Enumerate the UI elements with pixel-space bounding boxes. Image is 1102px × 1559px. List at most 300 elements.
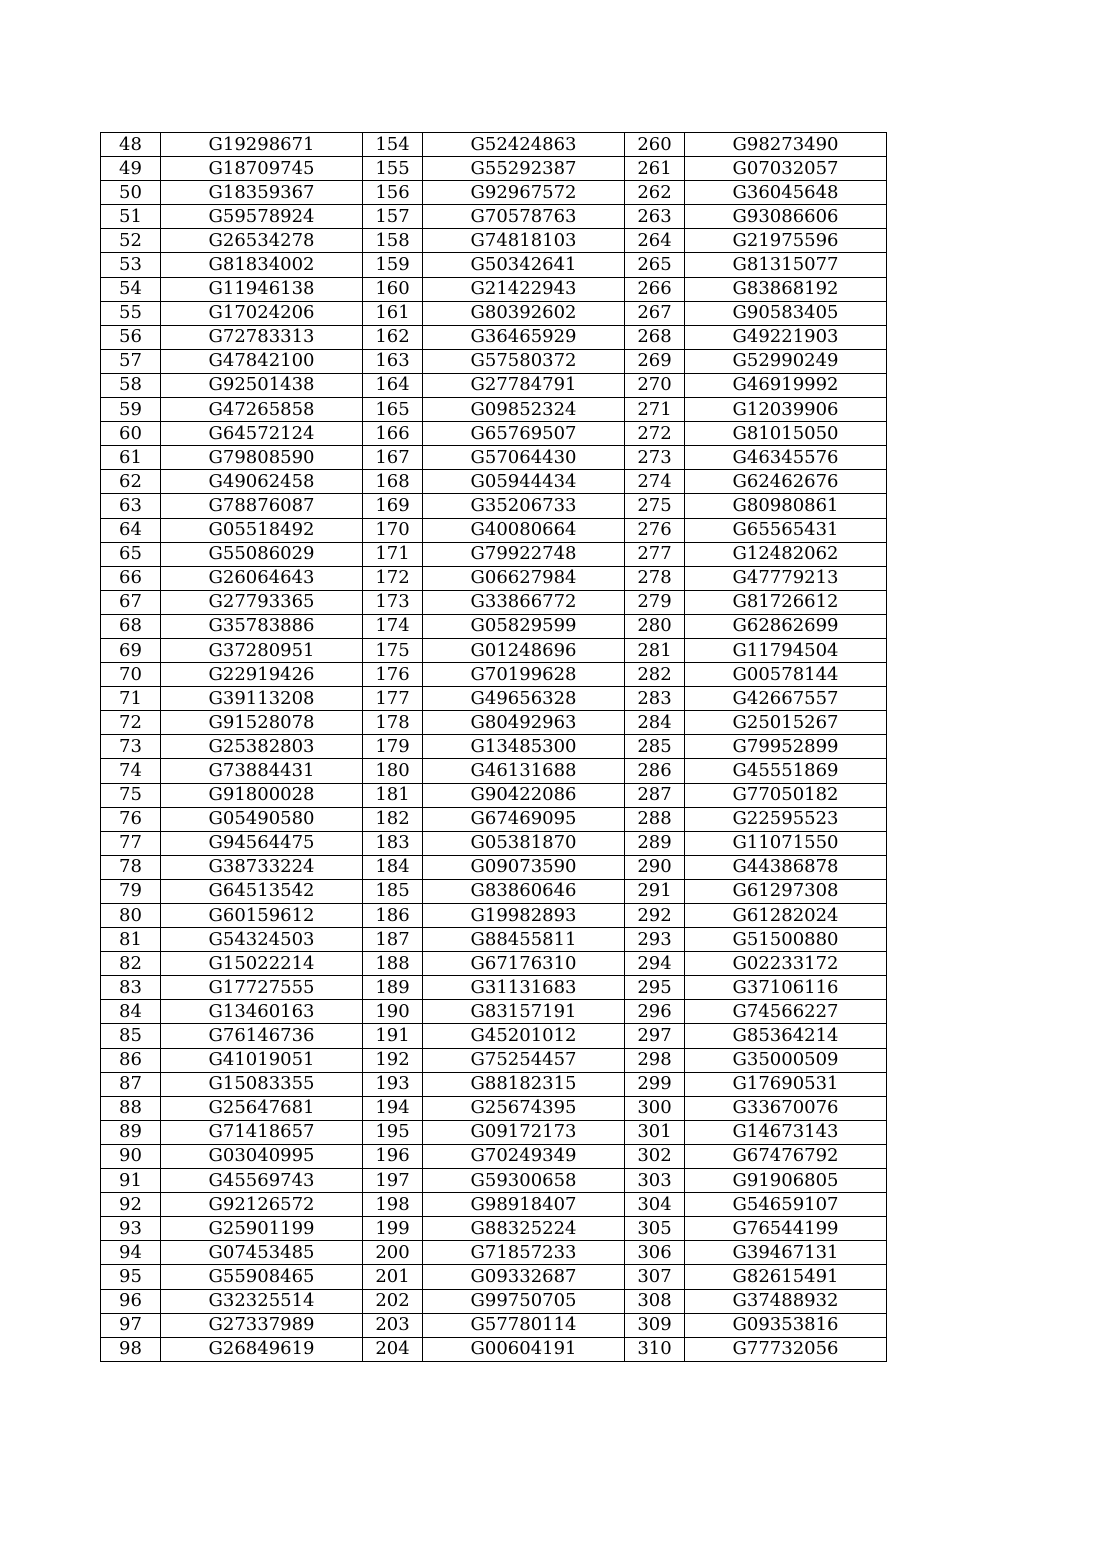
seq-number-cell: 65: [101, 542, 161, 566]
table-row: [101, 1000, 887, 1024]
table-row: [101, 205, 887, 229]
code-cell: G15022214: [161, 952, 363, 976]
code-cell: G36045648: [685, 181, 887, 205]
code-cell: G49656328: [423, 687, 625, 711]
seq-number-cell: 293: [625, 928, 685, 952]
seq-number-cell: 279: [625, 590, 685, 614]
seq-number-cell: 265: [625, 253, 685, 277]
table-row: [101, 831, 887, 855]
seq-number-cell: 176: [363, 663, 423, 687]
code-cell: G85364214: [685, 1024, 887, 1048]
code-cell: G37280951: [161, 638, 363, 662]
seq-number-cell: 76: [101, 807, 161, 831]
seq-number-cell: 263: [625, 205, 685, 229]
seq-number-cell: 74: [101, 759, 161, 783]
code-cell: G13460163: [161, 1000, 363, 1024]
seq-number-cell: 87: [101, 1072, 161, 1096]
code-cell: G40080664: [423, 518, 625, 542]
seq-number-cell: 267: [625, 301, 685, 325]
seq-number-cell: 188: [363, 952, 423, 976]
table-row: [101, 1193, 887, 1217]
code-cell: G15083355: [161, 1072, 363, 1096]
table-row: [101, 181, 887, 205]
seq-number-cell: 274: [625, 470, 685, 494]
seq-number-cell: 80: [101, 904, 161, 928]
seq-number-cell: 310: [625, 1337, 685, 1361]
table-row: [101, 952, 887, 976]
seq-number-cell: 269: [625, 349, 685, 373]
code-cell: G31131683: [423, 976, 625, 1000]
seq-number-cell: 169: [363, 494, 423, 518]
seq-number-cell: 197: [363, 1169, 423, 1193]
table-row: [101, 1217, 887, 1241]
seq-number-cell: 201: [363, 1265, 423, 1289]
seq-number-cell: 307: [625, 1265, 685, 1289]
seq-number-cell: 177: [363, 687, 423, 711]
code-cell: G55086029: [161, 542, 363, 566]
table-row: [101, 157, 887, 181]
seq-number-cell: 299: [625, 1072, 685, 1096]
code-cell: G59300658: [423, 1169, 625, 1193]
table-row: [101, 879, 887, 903]
code-cell: G19298671: [161, 133, 363, 157]
seq-number-cell: 161: [363, 301, 423, 325]
code-cell: G25015267: [685, 711, 887, 735]
seq-number-cell: 189: [363, 976, 423, 1000]
code-cell: G81315077: [685, 253, 887, 277]
seq-number-cell: 183: [363, 831, 423, 855]
seq-number-cell: 156: [363, 181, 423, 205]
seq-number-cell: 303: [625, 1169, 685, 1193]
code-cell: G33866772: [423, 590, 625, 614]
code-cell: G91800028: [161, 783, 363, 807]
code-cell: G45201012: [423, 1024, 625, 1048]
seq-number-cell: 288: [625, 807, 685, 831]
code-cell: G77732056: [685, 1337, 887, 1361]
seq-number-cell: 88: [101, 1096, 161, 1120]
seq-number-cell: 85: [101, 1024, 161, 1048]
table-row: [101, 1120, 887, 1144]
code-cell: G02233172: [685, 952, 887, 976]
code-cell: G83157191: [423, 1000, 625, 1024]
seq-number-cell: 91: [101, 1169, 161, 1193]
seq-number-cell: 160: [363, 277, 423, 301]
table-row: [101, 1289, 887, 1313]
seq-number-cell: 198: [363, 1193, 423, 1217]
code-cell: G45551869: [685, 759, 887, 783]
code-cell: G25647681: [161, 1096, 363, 1120]
seq-number-cell: 167: [363, 446, 423, 470]
code-cell: G76146736: [161, 1024, 363, 1048]
code-cell: G05944434: [423, 470, 625, 494]
code-cell: G47265858: [161, 398, 363, 422]
code-cell: G83860646: [423, 879, 625, 903]
code-cell: G67176310: [423, 952, 625, 976]
code-cell: G19982893: [423, 904, 625, 928]
seq-number-cell: 63: [101, 494, 161, 518]
seq-number-cell: 270: [625, 373, 685, 397]
code-cell: G50342641: [423, 253, 625, 277]
code-cell: G92501438: [161, 373, 363, 397]
code-cell: G11946138: [161, 277, 363, 301]
seq-number-cell: 180: [363, 759, 423, 783]
code-cell: G05490580: [161, 807, 363, 831]
seq-number-cell: 296: [625, 1000, 685, 1024]
code-cell: G32325514: [161, 1289, 363, 1313]
code-cell: G64572124: [161, 422, 363, 446]
seq-number-cell: 81: [101, 928, 161, 952]
seq-number-cell: 276: [625, 518, 685, 542]
seq-number-cell: 284: [625, 711, 685, 735]
code-cell: G60159612: [161, 904, 363, 928]
code-cell: G64513542: [161, 879, 363, 903]
code-cell: G62462676: [685, 470, 887, 494]
code-cell: G93086606: [685, 205, 887, 229]
table-row: [101, 398, 887, 422]
seq-number-cell: 155: [363, 157, 423, 181]
code-cell: G98273490: [685, 133, 887, 157]
code-cell: G01248696: [423, 638, 625, 662]
seq-number-cell: 90: [101, 1144, 161, 1168]
seq-number-cell: 57: [101, 349, 161, 373]
code-cell: G17690531: [685, 1072, 887, 1096]
code-cell: G61282024: [685, 904, 887, 928]
seq-number-cell: 285: [625, 735, 685, 759]
table-row: [101, 494, 887, 518]
seq-number-cell: 68: [101, 614, 161, 638]
seq-number-cell: 67: [101, 590, 161, 614]
seq-number-cell: 58: [101, 373, 161, 397]
code-cell: G12482062: [685, 542, 887, 566]
seq-number-cell: 171: [363, 542, 423, 566]
seq-number-cell: 175: [363, 638, 423, 662]
code-cell: G11794504: [685, 638, 887, 662]
code-cell: G13485300: [423, 735, 625, 759]
code-cell: G94564475: [161, 831, 363, 855]
code-cell: G57780114: [423, 1313, 625, 1337]
code-cell: G70578763: [423, 205, 625, 229]
code-cell: G11071550: [685, 831, 887, 855]
code-cell: G65769507: [423, 422, 625, 446]
data-table: [100, 132, 887, 1362]
code-cell: G39467131: [685, 1241, 887, 1265]
code-cell: G51500880: [685, 928, 887, 952]
code-cell: G36465929: [423, 325, 625, 349]
table-row: [101, 1144, 887, 1168]
seq-number-cell: 195: [363, 1120, 423, 1144]
code-cell: G00578144: [685, 663, 887, 687]
seq-number-cell: 96: [101, 1289, 161, 1313]
seq-number-cell: 262: [625, 181, 685, 205]
code-cell: G54659107: [685, 1193, 887, 1217]
code-cell: G33670076: [685, 1096, 887, 1120]
seq-number-cell: 308: [625, 1289, 685, 1313]
seq-number-cell: 290: [625, 855, 685, 879]
table-row: [101, 976, 887, 1000]
table-row: [101, 590, 887, 614]
code-cell: G92967572: [423, 181, 625, 205]
seq-number-cell: 286: [625, 759, 685, 783]
code-cell: G83868192: [685, 277, 887, 301]
seq-number-cell: 302: [625, 1144, 685, 1168]
seq-number-cell: 54: [101, 277, 161, 301]
table-row: [101, 759, 887, 783]
seq-number-cell: 168: [363, 470, 423, 494]
code-cell: G21975596: [685, 229, 887, 253]
code-cell: G59578924: [161, 205, 363, 229]
code-cell: G27793365: [161, 590, 363, 614]
seq-number-cell: 203: [363, 1313, 423, 1337]
seq-number-cell: 50: [101, 181, 161, 205]
code-cell: G52424863: [423, 133, 625, 157]
seq-number-cell: 295: [625, 976, 685, 1000]
seq-number-cell: 294: [625, 952, 685, 976]
seq-number-cell: 94: [101, 1241, 161, 1265]
table-row: [101, 783, 887, 807]
code-cell: G49221903: [685, 325, 887, 349]
table-row: [101, 1313, 887, 1337]
code-cell: G52990249: [685, 349, 887, 373]
table-row: [101, 1337, 887, 1361]
code-cell: G14673143: [685, 1120, 887, 1144]
code-cell: G81834002: [161, 253, 363, 277]
code-cell: G27337989: [161, 1313, 363, 1337]
code-cell: G49062458: [161, 470, 363, 494]
seq-number-cell: 83: [101, 976, 161, 1000]
table-row: [101, 928, 887, 952]
code-cell: G79952899: [685, 735, 887, 759]
code-cell: G03040995: [161, 1144, 363, 1168]
seq-number-cell: 162: [363, 325, 423, 349]
seq-number-cell: 281: [625, 638, 685, 662]
seq-number-cell: 163: [363, 349, 423, 373]
code-cell: G57064430: [423, 446, 625, 470]
code-cell: G26064643: [161, 566, 363, 590]
table-row: [101, 301, 887, 325]
code-cell: G21422943: [423, 277, 625, 301]
table-row: [101, 133, 887, 157]
seq-number-cell: 73: [101, 735, 161, 759]
code-cell: G90583405: [685, 301, 887, 325]
code-cell: G77050182: [685, 783, 887, 807]
table-row: [101, 325, 887, 349]
seq-number-cell: 289: [625, 831, 685, 855]
seq-number-cell: 301: [625, 1120, 685, 1144]
code-cell: G81726612: [685, 590, 887, 614]
code-cell: G26849619: [161, 1337, 363, 1361]
seq-number-cell: 282: [625, 663, 685, 687]
code-cell: G05381870: [423, 831, 625, 855]
table-row: [101, 1048, 887, 1072]
seq-number-cell: 287: [625, 783, 685, 807]
seq-number-cell: 283: [625, 687, 685, 711]
code-cell: G45569743: [161, 1169, 363, 1193]
table-row: [101, 638, 887, 662]
seq-number-cell: 292: [625, 904, 685, 928]
table-row: [101, 229, 887, 253]
seq-number-cell: 181: [363, 783, 423, 807]
code-cell: G42667557: [685, 687, 887, 711]
seq-number-cell: 174: [363, 614, 423, 638]
code-cell: G25901199: [161, 1217, 363, 1241]
seq-number-cell: 51: [101, 205, 161, 229]
code-cell: G05829599: [423, 614, 625, 638]
code-cell: G57580372: [423, 349, 625, 373]
code-cell: G25674395: [423, 1096, 625, 1120]
code-cell: G41019051: [161, 1048, 363, 1072]
seq-number-cell: 280: [625, 614, 685, 638]
code-cell: G07032057: [685, 157, 887, 181]
table-row: [101, 904, 887, 928]
seq-number-cell: 178: [363, 711, 423, 735]
code-cell: G79808590: [161, 446, 363, 470]
code-cell: G80392602: [423, 301, 625, 325]
seq-number-cell: 268: [625, 325, 685, 349]
table-row: [101, 1241, 887, 1265]
code-cell: G17727555: [161, 976, 363, 1000]
code-cell: G46919992: [685, 373, 887, 397]
code-cell: G18359367: [161, 181, 363, 205]
seq-number-cell: 165: [363, 398, 423, 422]
code-cell: G82615491: [685, 1265, 887, 1289]
code-cell: G27784791: [423, 373, 625, 397]
seq-number-cell: 182: [363, 807, 423, 831]
table-row: [101, 735, 887, 759]
seq-number-cell: 204: [363, 1337, 423, 1361]
code-cell: G17024206: [161, 301, 363, 325]
code-cell: G61297308: [685, 879, 887, 903]
code-cell: G07453485: [161, 1241, 363, 1265]
code-cell: G09353816: [685, 1313, 887, 1337]
seq-number-cell: 61: [101, 446, 161, 470]
table-row: [101, 373, 887, 397]
table-row: [101, 1072, 887, 1096]
seq-number-cell: 72: [101, 711, 161, 735]
seq-number-cell: 275: [625, 494, 685, 518]
code-cell: G88455811: [423, 928, 625, 952]
code-cell: G55292387: [423, 157, 625, 181]
seq-number-cell: 56: [101, 325, 161, 349]
code-cell: G39113208: [161, 687, 363, 711]
seq-number-cell: 92: [101, 1193, 161, 1217]
table-row: [101, 855, 887, 879]
seq-number-cell: 179: [363, 735, 423, 759]
seq-number-cell: 77: [101, 831, 161, 855]
seq-number-cell: 158: [363, 229, 423, 253]
code-cell: G99750705: [423, 1289, 625, 1313]
seq-number-cell: 297: [625, 1024, 685, 1048]
table-row: [101, 422, 887, 446]
seq-number-cell: 86: [101, 1048, 161, 1072]
code-cell: G25382803: [161, 735, 363, 759]
seq-number-cell: 273: [625, 446, 685, 470]
table-row: [101, 1265, 887, 1289]
seq-number-cell: 298: [625, 1048, 685, 1072]
seq-number-cell: 69: [101, 638, 161, 662]
code-cell: G37106116: [685, 976, 887, 1000]
code-cell: G78876087: [161, 494, 363, 518]
code-cell: G91528078: [161, 711, 363, 735]
seq-number-cell: 277: [625, 542, 685, 566]
seq-number-cell: 75: [101, 783, 161, 807]
seq-number-cell: 260: [625, 133, 685, 157]
seq-number-cell: 194: [363, 1096, 423, 1120]
seq-number-cell: 186: [363, 904, 423, 928]
table-row: [101, 711, 887, 735]
code-cell: G92126572: [161, 1193, 363, 1217]
code-cell: G37488932: [685, 1289, 887, 1313]
code-cell: G71857233: [423, 1241, 625, 1265]
seq-number-cell: 170: [363, 518, 423, 542]
code-cell: G47779213: [685, 566, 887, 590]
seq-number-cell: 98: [101, 1337, 161, 1361]
code-cell: G44386878: [685, 855, 887, 879]
code-cell: G73884431: [161, 759, 363, 783]
seq-number-cell: 154: [363, 133, 423, 157]
code-cell: G38733224: [161, 855, 363, 879]
code-cell: G47842100: [161, 349, 363, 373]
seq-number-cell: 55: [101, 301, 161, 325]
seq-number-cell: 164: [363, 373, 423, 397]
code-cell: G74818103: [423, 229, 625, 253]
code-cell: G06627984: [423, 566, 625, 590]
code-cell: G46345576: [685, 446, 887, 470]
code-cell: G81015050: [685, 422, 887, 446]
seq-number-cell: 173: [363, 590, 423, 614]
seq-number-cell: 291: [625, 879, 685, 903]
code-cell: G22595523: [685, 807, 887, 831]
seq-number-cell: 97: [101, 1313, 161, 1337]
seq-number-cell: 278: [625, 566, 685, 590]
seq-number-cell: 185: [363, 879, 423, 903]
code-cell: G09172173: [423, 1120, 625, 1144]
seq-number-cell: 187: [363, 928, 423, 952]
seq-number-cell: 89: [101, 1120, 161, 1144]
code-cell: G26534278: [161, 229, 363, 253]
seq-number-cell: 53: [101, 253, 161, 277]
code-cell: G35000509: [685, 1048, 887, 1072]
table-row: [101, 687, 887, 711]
seq-number-cell: 202: [363, 1289, 423, 1313]
code-cell: G09332687: [423, 1265, 625, 1289]
code-cell: G62862699: [685, 614, 887, 638]
seq-number-cell: 266: [625, 277, 685, 301]
seq-number-cell: 264: [625, 229, 685, 253]
seq-number-cell: 157: [363, 205, 423, 229]
seq-number-cell: 309: [625, 1313, 685, 1337]
seq-number-cell: 261: [625, 157, 685, 181]
code-cell: G90422086: [423, 783, 625, 807]
code-cell: G67469095: [423, 807, 625, 831]
seq-number-cell: 304: [625, 1193, 685, 1217]
seq-number-cell: 199: [363, 1217, 423, 1241]
seq-number-cell: 191: [363, 1024, 423, 1048]
table-row: [101, 807, 887, 831]
code-cell: G55908465: [161, 1265, 363, 1289]
seq-number-cell: 184: [363, 855, 423, 879]
code-cell: G80980861: [685, 494, 887, 518]
code-cell: G74566227: [685, 1000, 887, 1024]
code-cell: G67476792: [685, 1144, 887, 1168]
seq-number-cell: 93: [101, 1217, 161, 1241]
seq-number-cell: 166: [363, 422, 423, 446]
code-cell: G54324503: [161, 928, 363, 952]
seq-number-cell: 79: [101, 879, 161, 903]
seq-number-cell: 84: [101, 1000, 161, 1024]
seq-number-cell: 300: [625, 1096, 685, 1120]
table-row: [101, 253, 887, 277]
seq-number-cell: 48: [101, 133, 161, 157]
